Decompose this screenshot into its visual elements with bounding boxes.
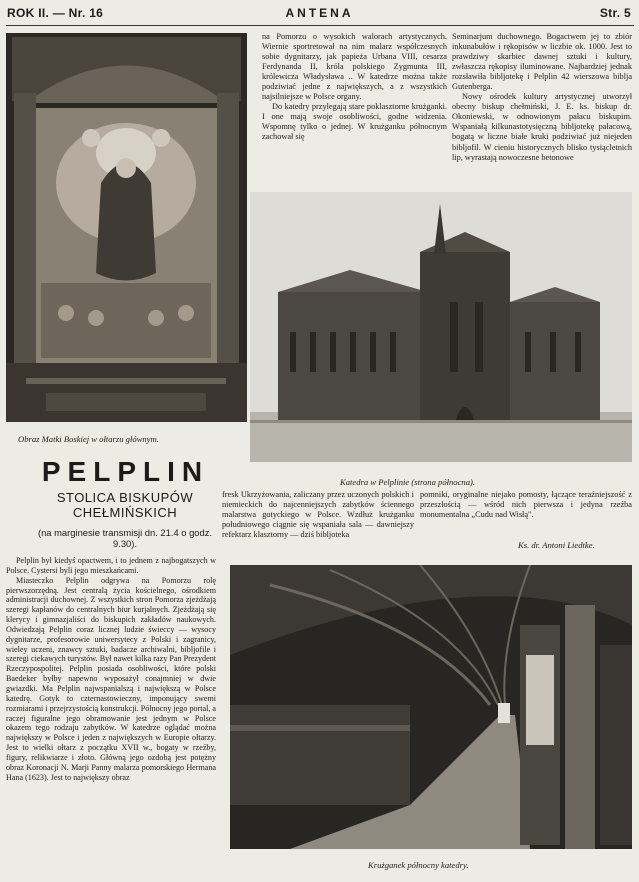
mid-top-paragraph: na Pomorzu o wysokich walorach artystycznych. Wiernie sportretował na nim malarz współczesnych sobie dygnitarzy, jak papieża Urbana VIII, cesarza Ferdynanda II, króla polskiego Zygmunta III, królewicza Władysława .. W katedrze można także podziwiać jedne z największych, a z wszystkich najsilniejsze w Polsce organy. — [262, 32, 447, 102]
page-number: Str. 5 — [599, 6, 631, 20]
cathedral-illustration — [250, 192, 632, 462]
header-rule — [6, 25, 634, 26]
issue-label: ROK II. — Nr. 16 — [7, 6, 104, 20]
subtitle-line-2: CHEŁMIŃSKICH — [72, 505, 178, 520]
article-title: PELPLIN — [41, 456, 210, 487]
mid-bottom-paragraph: fresk Ukrzyżowania, zaliczany przez uczonych polskich i niemieckich do najcenniejszych zabytków ściennego malarstwa gotyckiego w Polsce. Wzdłuż krużganku południowego ciągnie się wspaniała sala — dawniejszy refektarz klasztorny — dziś bibljoteka — [222, 490, 414, 540]
altar-illustration — [6, 33, 247, 422]
mid-top-paragraph-2: Do katedry przylegają stare poklasztorne krużganki. I one mają swoje osobliwości, godne widzenia. Wspomnę tylko o jednej. W krużganku północnym zachował się — [262, 102, 447, 142]
column-mid-top — [262, 32, 447, 143]
note-line-2: 9.30). — [113, 538, 137, 549]
right-top-paragraph: Seminarjum duchownego. Bogactwem jej to zbiór inkunabułów i rękopisów w liczbie ok. 1000. Jest to prawdziwy skarbiec dawnej sztuki i kultury, zwłaszcza rękopisy iluminowane. Najbardziej jednak rozsławiła bibljotekę i Pelplin 42 wierszowa biblja Gutenberga. — [452, 32, 632, 92]
author-signature: Ks. dr. Antoni Liedtke. — [518, 540, 595, 550]
subtitle-line-1: STOLICA BISKUPÓW — [56, 490, 194, 505]
broadcast-note — [8, 527, 242, 549]
cathedral-photo — [250, 192, 632, 462]
column-mid-bottom — [222, 490, 414, 540]
cathedral-caption: Katedra w Pelplinie (strona północna). — [340, 477, 476, 487]
altar-caption: Obraz Matki Boskiej w ołtarzu głównym. — [18, 434, 159, 444]
column-left — [6, 556, 216, 782]
note-line-1: (na marginesie transmisji dn. 21.4 o godz. — [37, 527, 213, 538]
cloister-photo — [230, 565, 632, 849]
column-right-bottom — [420, 490, 632, 520]
left-paragraph-2: Miasteczko Pelplin odgrywa na Pomorzu rolę pierwszorzędną. Jest centralą życia kościelnego, ośrodkiem administracji duchownej. Z wszystkich stron Pomorza zjeżdżają szeregi kapłanów do centralnych biur kurjalnych. Zjeżdżają się klerycy i gimnazjaliści do biskupich zakładów naukowych. Odwiedzają Pelplin coraz licznej ludzie świeccy — wysocy dygnitarze, profesorowie uniwersytecy z Polski i zagranicy, wieley uczeni, znawcy sztuki, badacze archiwalni, bibljofile i szeregi ciekawych turystów. Był nawet kilka razy Pan Prezydent Rzeczypospolitej. Pelplin posiada osobliwości, które polski Baedeker byłby napewno wyposażył conajmniej w dwie gwiazdki. Ma Pelplin najwspanialszą i największą w Polsce katedrę. Gotyk to czternastowieczny, imponujący swemi rozmiarami i przejrzystością konstrukcji. Północny jego portal, a raczej figuralne jego obramowanie jest jednym w Polsce okazem tego rodzaju zabytków. W katedrze oglądać można największy w Polsce i jeden z największych w Europie ołtarzy. Jest to wielki ołtarz z początku XVII w., bogaty w rzeźby, figury, relikwiarze i złoto. Główną jego ozdobą jest potężny obraz Koronacji N. Marji Panny malarza pomorskiego Hermana Hana (1623). Jest to największy obraz — [6, 575, 216, 782]
article-subtitle — [10, 490, 240, 520]
altar-photo — [6, 33, 247, 422]
right-top-paragraph-2: Nowy ośrodek kultury artystycznej utworzył obecny biskup chełmiński, J. E. ks. biskup dr. Okoniewski, w odnowionym pałacu biskupim. Wspaniałą kilkunastotysięczną bibljotekę pałacową, bogatą w liczne białe kruki podziwiać już niejeden bibljofil. W cieniu historycznych blisko tysiącletnich lip, wyrastają nowoczesne betonowe — [452, 92, 632, 162]
cloister-caption: Krużganek północny katedry. — [368, 860, 469, 870]
right-bottom-paragraph: pomniki, oryginalne niejako pomosty, łączące teraźniejszość z przeszłością — wśród nich pierwsza i jedyna rzeźba monumentalna „Cudu nad Wisłą". — [420, 490, 632, 520]
cloister-illustration — [230, 565, 632, 849]
left-paragraph-1: Pelplin był kiedyś opactwem, i to jednem z najbogatszych w Polsce. Cystersi byli jego mieszkańcami. — [6, 556, 216, 575]
column-right-top — [452, 32, 632, 163]
magazine-title: ANTENA — [285, 6, 354, 20]
